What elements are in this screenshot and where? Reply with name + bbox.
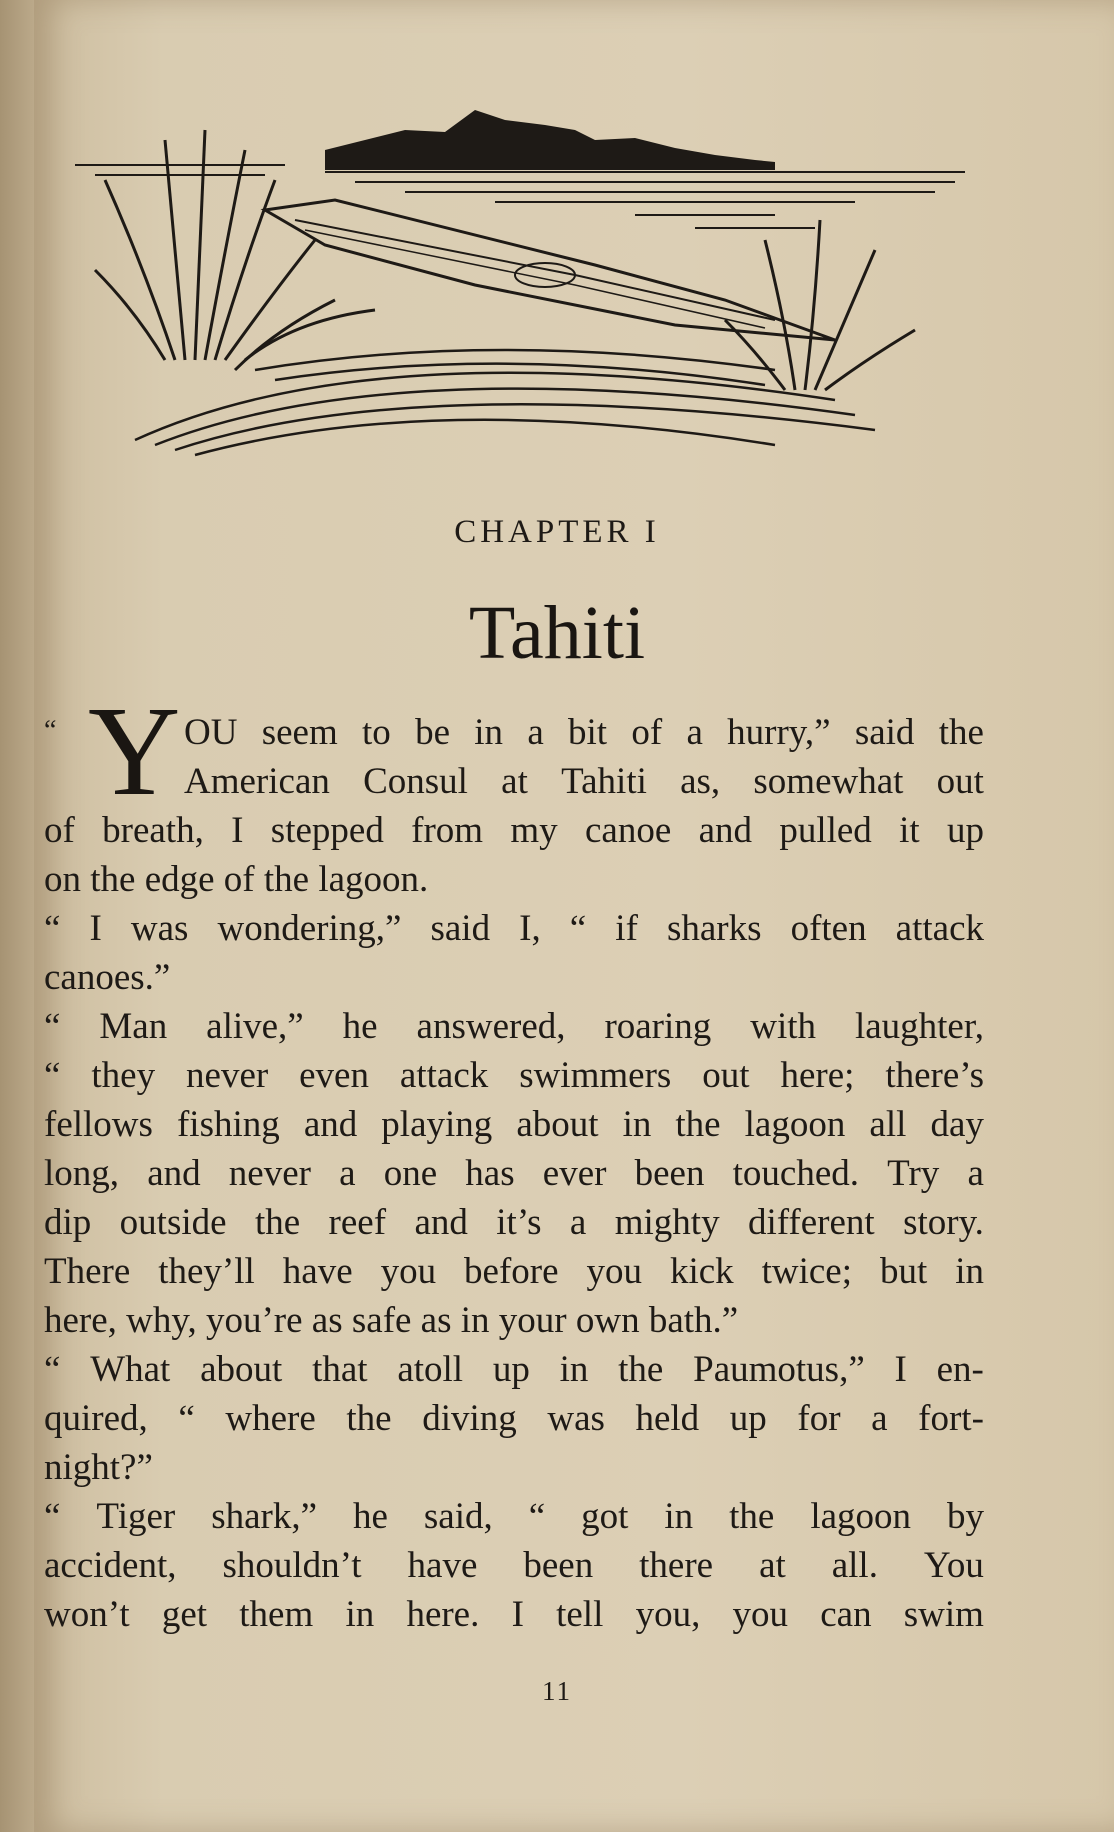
text-line: There they’ll have you before you kick twice; but in: [44, 1251, 984, 1292]
text-line: “ they never even attack swimmers out here; there’s: [44, 1055, 984, 1096]
text-line: night?”: [44, 1447, 153, 1488]
page-number: 11: [542, 1676, 572, 1706]
text-line: “ I was wondering,” said I, “ if sharks often attack: [44, 908, 984, 949]
text-line: fellows fishing and playing about in the lagoon all day: [44, 1104, 984, 1145]
text-line: “ What about that atoll up in the Paumotus,” I en-: [44, 1349, 984, 1390]
text-line: accident, shouldn’t have been there at all. You: [44, 1545, 984, 1586]
canoe-illustration: [75, 70, 975, 460]
body-text: [44, 708, 984, 1639]
text-line: American Consul at Tahiti as, somewhat out: [184, 761, 984, 802]
text-line: OU seem to be in a bit of a hurry,” said the: [184, 712, 984, 753]
text-line: here, why, you’re as safe as in your own bath.”: [44, 1300, 739, 1341]
text-line: “ Tiger shark,” he said, “ got in the lagoon by: [44, 1496, 984, 1537]
text-line: long, and never a one has ever been touched. Try a: [44, 1153, 984, 1194]
text-line: “ Man alive,” he answered, roaring with laughter,: [44, 1006, 984, 1047]
text-line: on the edge of the lagoon.: [44, 859, 429, 900]
text-line: canoes.”: [44, 957, 171, 998]
text-line: of breath, I stepped from my canoe and pulled it up: [44, 810, 984, 851]
drop-cap-letter: Y: [88, 680, 181, 822]
book-spine-edge: [0, 0, 34, 1832]
chapter-title: Tahiti: [468, 591, 646, 675]
drop-cap-quote: “: [44, 715, 57, 746]
text-line: won’t get them in here. I tell you, you can swim: [44, 1594, 984, 1635]
text-line: dip outside the reef and it’s a mighty different story.: [44, 1202, 984, 1243]
text-line: quired, “ where the diving was held up for a fort-: [44, 1398, 984, 1439]
chapter-label: CHAPTER I: [454, 514, 660, 550]
